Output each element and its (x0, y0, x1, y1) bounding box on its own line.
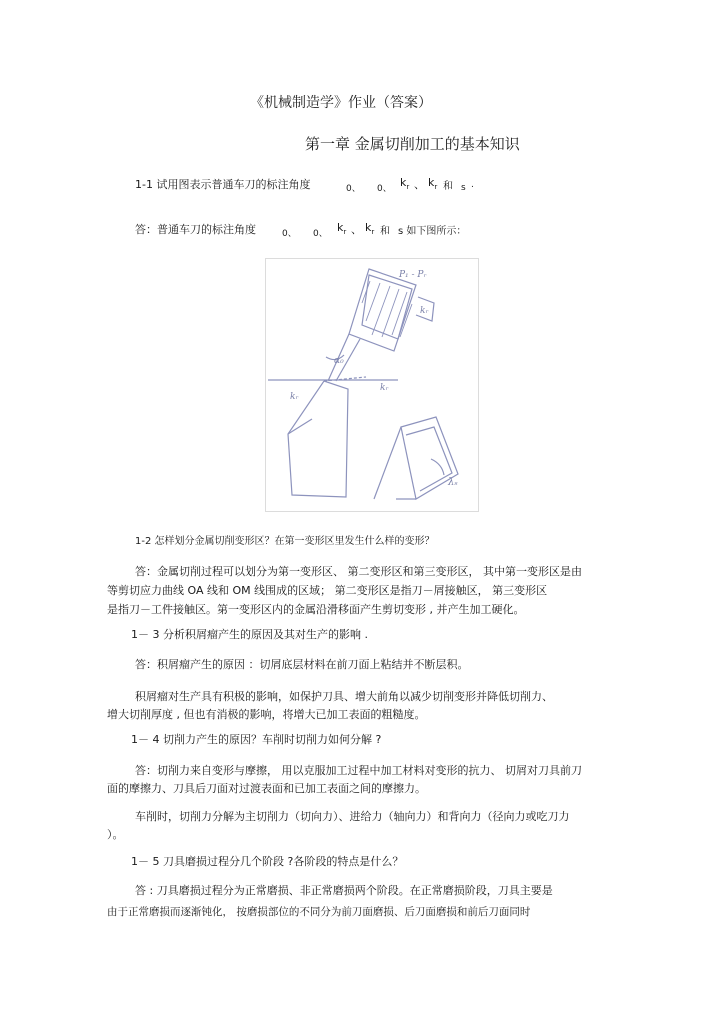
angle-symbol-gamma0: 0、 (282, 229, 297, 239)
question-1-4: 1－ 4 切削力产生的原因？车削时切削力如何分解 ? (131, 733, 382, 746)
separator: 、 (414, 178, 425, 191)
angle-symbol-lambda-s: s (461, 183, 466, 193)
hatched-region (362, 275, 412, 339)
tool-angle-sketch (266, 259, 478, 511)
figure-label-kr-left: kᵣ (290, 392, 299, 402)
tool-angle-figure (265, 258, 479, 512)
answer-1-4-line1: 答：切削力来自变形与摩擦， 用以克服加工过程中加工材料对变形的抗力、 切屑对刀具前刀 (135, 764, 582, 777)
answer-1-2-line2: 等剪切应力曲线 OA 线和 OM 线围成的区域； 第二变形区是指刀－屑接触区， 第三变形区 (107, 584, 548, 597)
answer-1-4-line3: 车削时，切削力分解为主切削力（切向力）、进给力（轴向力）和背向力（径向力或吃刀力 (135, 810, 570, 823)
answer-1-3-line1: 答：积屑瘤产生的原因 ：切屑底层材料在前刀面上粘结并不断层积。 (135, 658, 469, 671)
figure-label-kr-right: kᵣ (380, 383, 389, 393)
separator: 、 (351, 223, 362, 236)
question-1-2: 1-2 怎样划分金属切削变形区？在第一变形区里发生什么样的变形？ (135, 536, 435, 547)
figure-label-lambda-s: λₛ (448, 477, 458, 488)
answer-1-5-line1: 答 : 刀具磨损过程分为正常磨损、非正常磨损两个阶段。在正常磨损阶段，刀具主要是 (135, 884, 553, 897)
angle-symbol-gamma0: 0、 (346, 184, 361, 194)
answer-1-2-line1: 答：金属切削过程可以划分为第一变形区、 第二变形区和第三变形区， 其中第一变形区是由 (135, 565, 582, 578)
answer-1-4-line4: ）。 (107, 828, 124, 841)
figure-label-kr-top: kᵣ (420, 306, 429, 316)
answer-1-4-line2: 面的摩擦力、刀具后刀面对过渡表面和已加工表面之间的摩擦力。 (107, 782, 426, 795)
figure-label-pp: P₁ - Pᵣ (399, 270, 427, 280)
figure-label-ao: α₀ (334, 356, 344, 366)
answer-1-1-tail: s 如下图所示： (398, 226, 467, 237)
question-1-5: 1－ 5 刀具磨损过程分几个阶段 ?各阶段的特点是什么？ (131, 855, 404, 868)
question-1-1: 1-1 试用图表示普通车刀的标注角度 (135, 178, 311, 191)
answer-1-3-line2: 积屑瘤对生产具有积极的影响，如保护刀具、增大前角以减少切削变形并降低切削力、 (135, 690, 553, 703)
conjunction-and: 和 (380, 226, 390, 237)
answer-1-2-line3: 是指刀－工件接触区。第一变形区内的金属沿滑移面产生剪切变形 , 并产生加工硬化。 (107, 603, 525, 616)
angle-symbol-alpha0: 0、 (377, 184, 392, 194)
answer-1-1-intro: 答：普通车刀的标注角度 (135, 223, 256, 236)
tool-body-edge (288, 419, 312, 434)
question-1-3: 1－ 3 分析积屑瘤产生的原因及其对生产的影响 . (131, 628, 368, 641)
angle-symbol-kr: $k_r$ (337, 221, 347, 237)
lambda-arc (431, 459, 444, 475)
answer-1-3-line3: 增大切削厚度 , 但也有消极的影响，将增大已加工表面的粗糙度。 (107, 708, 426, 721)
hatch-lines (362, 281, 412, 337)
section-side (374, 427, 401, 499)
angle-symbol-kr: $k_r$ (400, 176, 410, 192)
angle-symbol-alpha0: 0、 (313, 229, 328, 239)
chapter-title: 第一章 金属切削加工的基本知识 (305, 135, 520, 153)
angle-symbol-kr-prime: $k_r$ (428, 176, 438, 192)
period: . (471, 180, 474, 190)
answer-1-5-line2: 由于正常磨损而逐渐钝化， 按磨损部位的不同分为前刀面磨损、后刀面磨损和前后刀面同时 (107, 906, 531, 918)
document-title: 《机械制造学》作业（答案） (250, 95, 432, 111)
angle-symbol-kr-prime: $k_r$ (365, 221, 375, 237)
conjunction-and: 和 (443, 181, 453, 192)
